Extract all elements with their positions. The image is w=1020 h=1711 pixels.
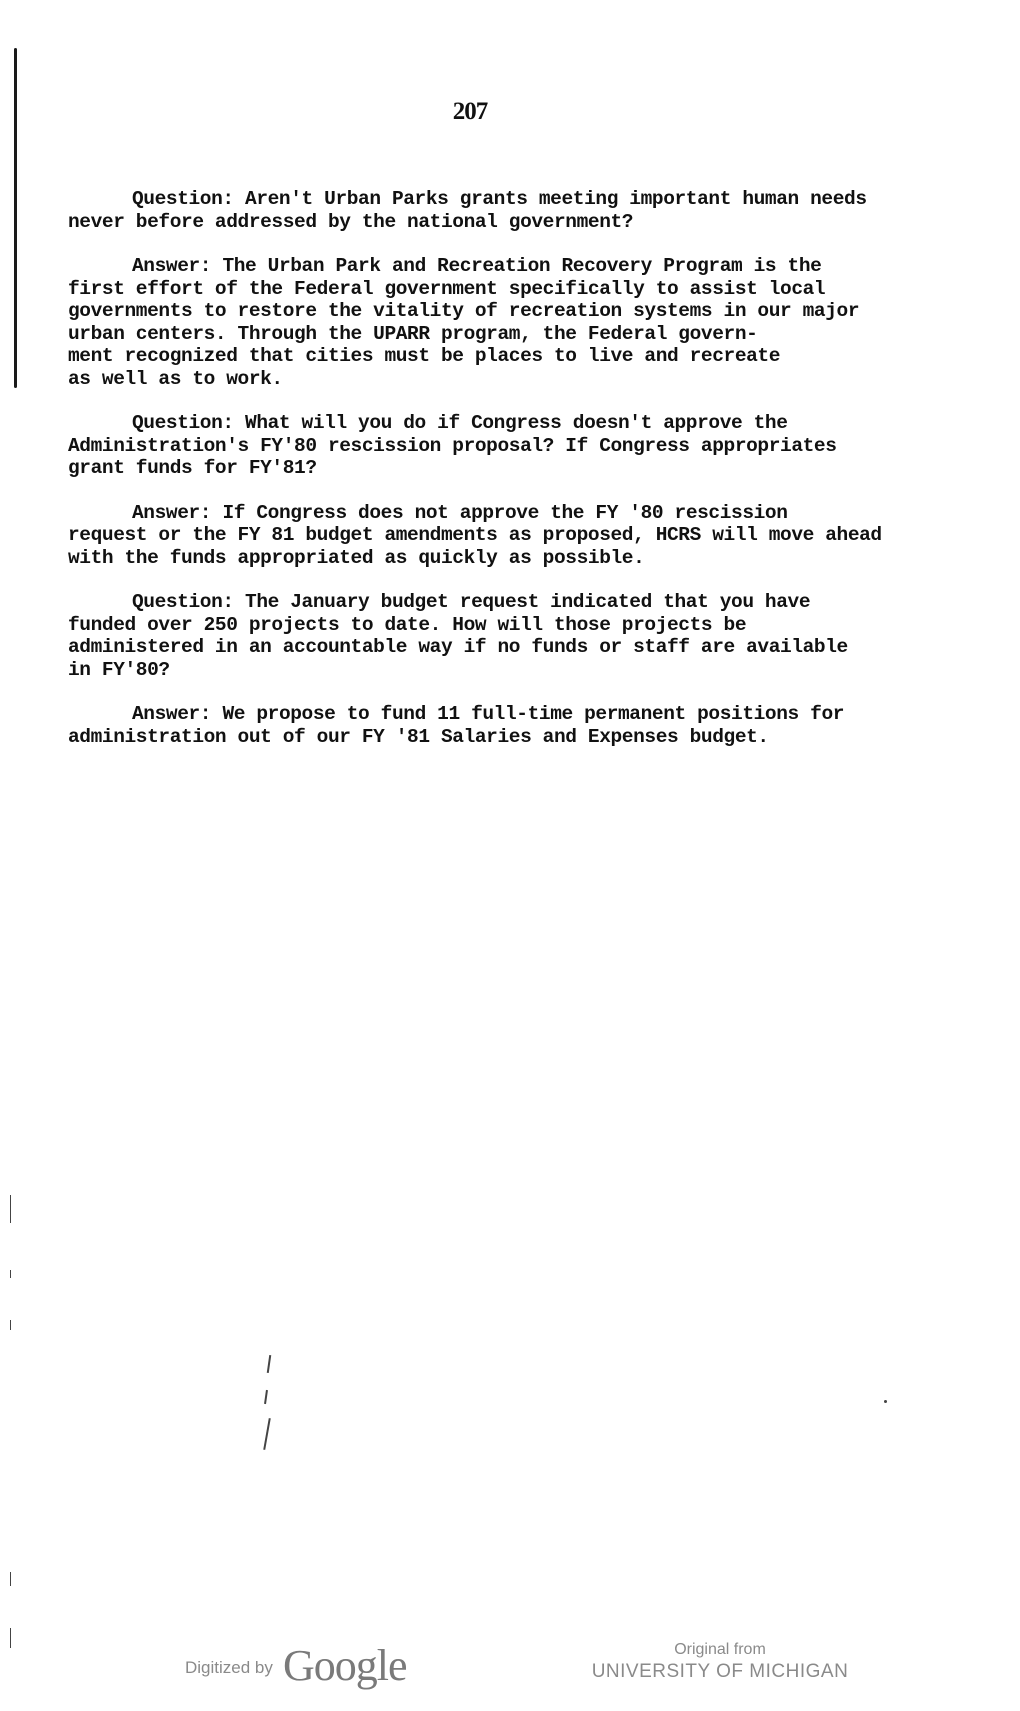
qa-label: Answer: [132,501,212,524]
qa-label: Question: [132,188,234,210]
qa-block-question-1 [68,188,888,233]
original-from-label: Original from [674,1641,766,1658]
qa-block-answer-1 [68,255,888,390]
page-number: 207 [452,98,488,125]
scan-artifact [10,1270,11,1278]
qa-text: Aren't Urban Parks grants meeting important human needs never before addressed by the national government? [68,188,867,233]
qa-block-question-2 [68,412,888,480]
scan-artifact [267,1355,271,1373]
qa-text: The January budget request indicated that you have funded over 250 projects to date. How will those projects be administered in an accountable way if no funds or staff are available in FY'80? [68,591,848,681]
qa-block-question-3 [68,591,888,681]
google-logo: Google [283,1641,407,1690]
qa-label: Answer: [132,255,212,277]
digitized-by-label: Digitized by [185,1658,273,1677]
institution-name: UNIVERSITY OF MICHIGAN [591,1661,849,1682]
qa-label: Question: [132,412,234,434]
qa-block-answer-3 [68,703,888,748]
original-source [590,1640,850,1684]
qa-text: We propose to fund 11 full-time permanent positions for administration out of our FY '81 Salaries and Expenses budget. [68,703,845,748]
qa-text: What will you do if Congress doesn't approve the Administration's FY'80 rescission proposal? If Congress appropriates grant funds for FY'81? [68,412,837,479]
qa-label: Question: [132,591,234,613]
scan-artifact [263,1418,271,1450]
scan-artifact [10,1320,11,1330]
footer [0,1640,1020,1700]
document-body [68,188,888,770]
qa-text: The Urban Park and Recreation Recovery Program is the first effort of the Federal government specifically to assist local governments to restore the vitality of recreation systems in our major urban centers. Through the UPARR program, the Federal govern- ment recognized that cities must be places to live and recreate as well as to work. [68,255,860,390]
qa-label: Answer: [132,703,212,725]
scan-artifact [264,1390,268,1404]
scan-artifact [884,1400,887,1403]
qa-block-answer-2 [68,502,888,570]
scan-artifact [10,1572,11,1586]
qa-text: If Congress does not approve the FY '80 rescission request or the FY 81 budget amendments as proposed, HCRS will move ahead with the funds appropriated as quickly as possible. [68,501,882,569]
scan-artifact [10,1195,11,1223]
